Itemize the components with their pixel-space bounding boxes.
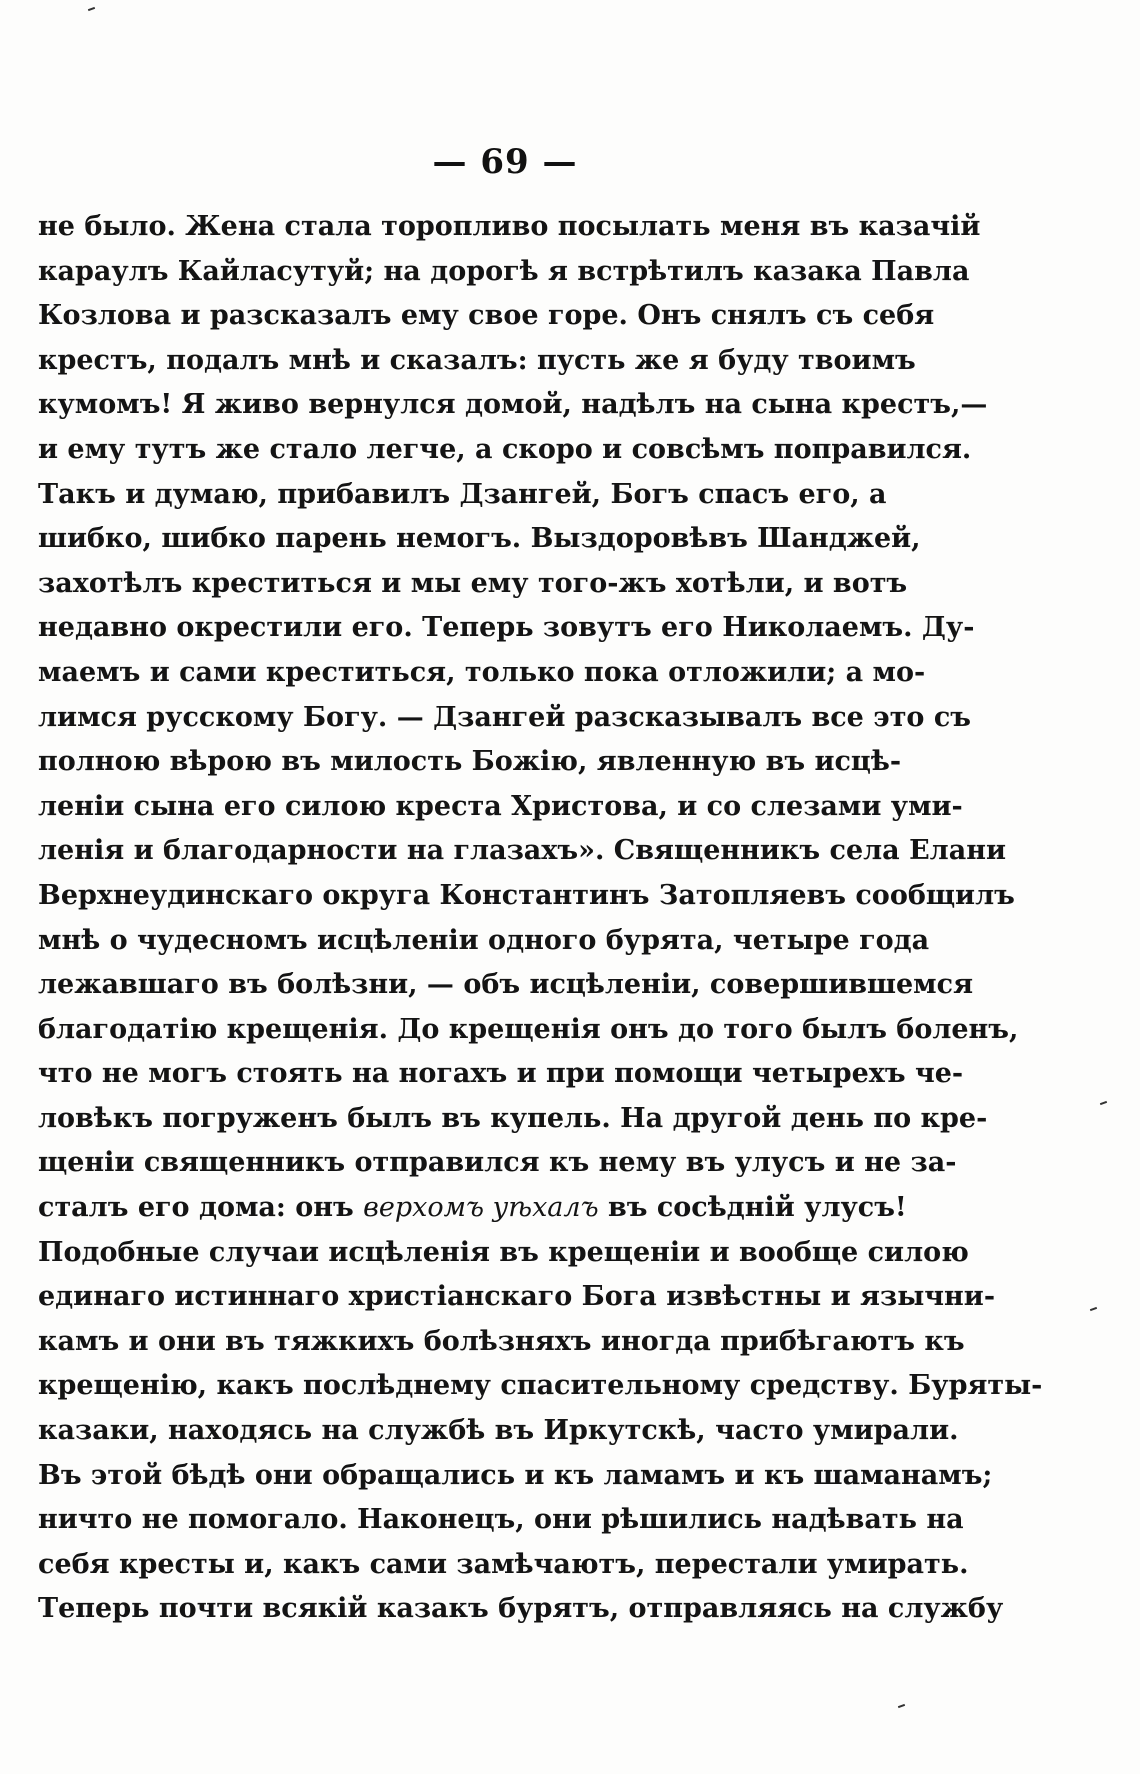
text-line: Въ этой бѣдѣ они обращались и къ ламамъ и къ шаманамъ; [38, 1459, 993, 1491]
text-line: ничто не помогало. Наконецъ, они рѣшились надѣвать на [38, 1504, 964, 1536]
scan-speck [88, 7, 95, 11]
text-line: не было. Жена стала торопливо посылать меня въ казачій [38, 211, 981, 242]
text-line: мнѣ о чудесномъ исцѣленіи одного бурята, четыре года [38, 924, 930, 956]
text-line: единаго истиннаго христіанскаго Бога извѣстны и язычни- [38, 1281, 996, 1313]
text-line: камъ и они въ тяжкихъ болѣзняхъ иногда прибѣгаютъ къ [38, 1325, 965, 1357]
text-line: караулъ Кайласутуй; на дорогѣ я встрѣтилъ казака Павла [38, 255, 970, 287]
text-line: Козлова и разсказалъ ему свое горе. Онъ снялъ съ себя [38, 300, 935, 332]
text-line: казаки, находясь на службѣ въ Иркутскѣ, часто умирали. [38, 1415, 959, 1447]
text-line: Верхнеудинскаго округа Константинъ Затопляевъ сообщилъ [38, 879, 1015, 911]
text-line: ловѣкъ погруженъ былъ въ купель. На другой день по кре- [38, 1102, 988, 1134]
text-line: благодатію крещенія. До крещенія онъ до того былъ боленъ, [38, 1013, 1019, 1045]
text-line: крещенію, какъ послѣднему спасительному средству. Буряты- [38, 1370, 1043, 1402]
text-line: Теперь почти всякій казакъ бурятъ, отправляясь на службу [38, 1593, 1004, 1625]
body-text [38, 205, 1043, 1632]
text-run: въ сосѣдній улусъ! [607, 1192, 907, 1224]
scan-speck [1090, 1307, 1097, 1311]
text-line: лежавшаго въ болѣзни, — объ исцѣленіи, совершившемся [38, 969, 974, 1001]
text-line: недавно окрестили его. Теперь зовутъ его Николаемъ. Ду- [38, 612, 975, 644]
scan-speck [898, 1704, 905, 1708]
text-line: маемъ и сами креститься, только пока отложили; а мо- [38, 656, 926, 688]
text-line: шибко, шибко парень немогъ. Выздоровѣвъ Шанджей, [38, 523, 921, 555]
text-run: сталъ его дома: онъ [38, 1192, 354, 1224]
text-line: что не могъ стоять на ногахъ и при помощи четырехъ че- [38, 1058, 964, 1090]
page-number: — 69 — [432, 142, 578, 182]
text-line: лимся русскому Богу. — Дзангей разсказывалъ все это съ [38, 701, 971, 733]
text-line: полною вѣрою въ милость Божію, явленную въ исцѣ- [38, 746, 902, 778]
italic-phrase: верхомъ уѣхалъ [363, 1192, 599, 1224]
text-line: щеніи священникъ отправился къ нему въ улусъ и не за- [38, 1147, 957, 1179]
text-line: захотѣлъ креститься и мы ему того-жъ хотѣли, и вотъ [38, 567, 908, 599]
text-line: и ему тутъ же стало легче, а скоро и совсѣмъ поправился. [38, 433, 972, 465]
text-line-mixed [38, 1186, 907, 1231]
text-line: Подобные случаи исцѣленія въ крещеніи и вообще силою [38, 1236, 969, 1268]
text-line: леніи сына его силою креста Христова, и со слезами уми- [38, 790, 963, 822]
scan-speck [1100, 1101, 1107, 1105]
text-line: крестъ, подалъ мнѣ и сказалъ: пусть же я буду твоимъ [38, 344, 916, 376]
text-line: ленія и благодарности на глазахъ». Священникъ села Елани [38, 835, 1006, 867]
text-line: себя кресты и, какъ сами замѣчаютъ, перестали умирать. [38, 1548, 969, 1580]
text-line: кумомъ! Я живо вернулся домой, надѣлъ на сына крестъ,— [38, 389, 988, 421]
text-line: Такъ и думаю, прибавилъ Дзангей, Богъ спасъ его, а [38, 478, 887, 510]
